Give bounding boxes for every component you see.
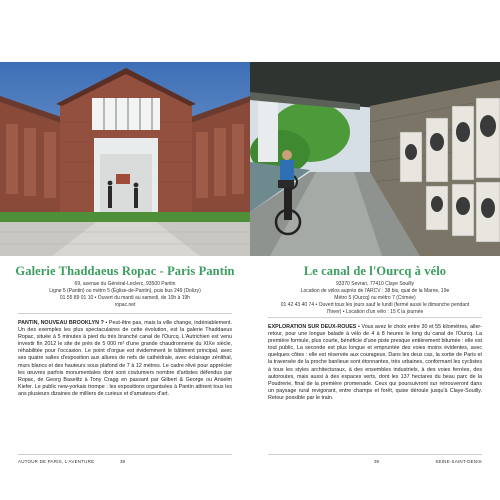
left-address: 69, avenue du Général-Leclerc, 93500 Pantin [74, 281, 176, 287]
left-lead: PANTIN, NOUVEAU BROOKLYN ? [18, 320, 104, 326]
left-title: Galerie Thaddaeus Ropac - Paris Pantin [15, 264, 235, 278]
right-body-text: • Vous avez le choix entre 30 et 55 kilomètres, aller-retour, pour une longue balade à vélo de 4 à 8 heures le long du canal de l'Ourcq. La première formule, plus courte, bénéficie d'une piste presque entièrement bitumée : elle est tout public. La seconde est plus longue et empruntée des voies moins évidentes, avec quelques côtes : elle est réservée aux courageux. Dans les deux cas, la sortie de Paris et la traversée de la proche banlieue sont étonnantes, très urbaines, conformant les cyclistes à tous les styles architecturaux, à des ensembles industriels, à des voies ferrées, des autoroutes, mais aussi à des espaces verts, dont les 137 hectares du beau parc de la Poudrerie, final de la première promenade. Ceux qui poursuivront sur retrouveront dans un paysage rural revigorant, entre champs et forêt, quise déroule jusqu'à Claye-Souilly. Retour possible par le train. [268, 324, 482, 401]
canal-bike-path-image [250, 62, 500, 256]
gallery-photo [0, 62, 250, 256]
left-transport: Ligne 5 (Pantin) ou métro 5 (Église-de-Pantin), puis bus 249 (Dolizy) [49, 288, 201, 294]
right-body [268, 324, 482, 402]
left-divider [18, 313, 232, 314]
right-page-number: 39 [374, 459, 380, 464]
right-divider [268, 317, 482, 318]
canal-photo [250, 62, 500, 256]
gallery-building-image [0, 62, 250, 256]
right-address: 93370 Sevran, 77410 Claye Souilly [335, 281, 415, 287]
right-phone-hours: 01 42 43 40 74 • Ouvert tous les jours sauf le lundi (fermé aussi le dimanche pendant l'hiver) • Location d'un vélo : 15 € la journée [280, 302, 470, 315]
left-footer-rule [18, 454, 232, 455]
right-rental: Location de vélos auprès de l'ARCV : 38 bis, quai de la Marne, 19e [300, 288, 450, 294]
left-folio: AUTOUR DE PARIS, L'AVENTURE [18, 459, 95, 464]
right-lead: EXPLORATION SUR DEUX-ROUES [268, 324, 357, 330]
left-website: ropac.net [114, 302, 136, 308]
left-page-number: 38 [120, 459, 126, 464]
left-body [18, 320, 232, 398]
right-title: Le canal de l'Ourcq à vélo [303, 264, 447, 278]
left-body-text: • Peut-être pas, mais la ville change, indéniablement. Un des exemples les plus spectaculaires de cette évolution, est la galerie Thaddaeus Ropac, située à 5 minutes à pied du très branché canal de l'Ourcq. L'Autrichien est venu investir fin 2012 le site de près de 5 000 m² d'une grande chaudronnerie du XIXe siècle, réhabilitée pour l'occasion. Le point d'orgue est évidemment le bâtiment principal, avec ses quatre salles d'exposition aux allures de nefs de cathédrale, avec éclairage zénithal, murs blancs et des hauteurs sous plafond de 7 à 12 mètres. Le cadre rêvé pour apprécier les œuvres parfois monumentales dont sont coutumiers nombre d'artistes défendus par Ropac, de Georg Baselitz à Tony Cragg en passant par Gilbert & George ou Anselm Kiefer. Le public new-yorkais trompe : les expositions organisées à Pantin attirent tous les ans plusieurs dizaines de milliers de curieux et d'amateurs d'art. [18, 320, 232, 397]
right-page [250, 0, 500, 500]
right-transport: Métro 5 (Ourcq) ou métro 7 (Crimée) [334, 295, 416, 301]
left-phone-hours: 01 55 89 01 10 • Ouvert du mardi au samedi, de 10h à 19h [59, 295, 191, 301]
right-folio: SEINE-SAINT-DENIS [435, 459, 482, 464]
right-footer-rule [268, 454, 482, 455]
